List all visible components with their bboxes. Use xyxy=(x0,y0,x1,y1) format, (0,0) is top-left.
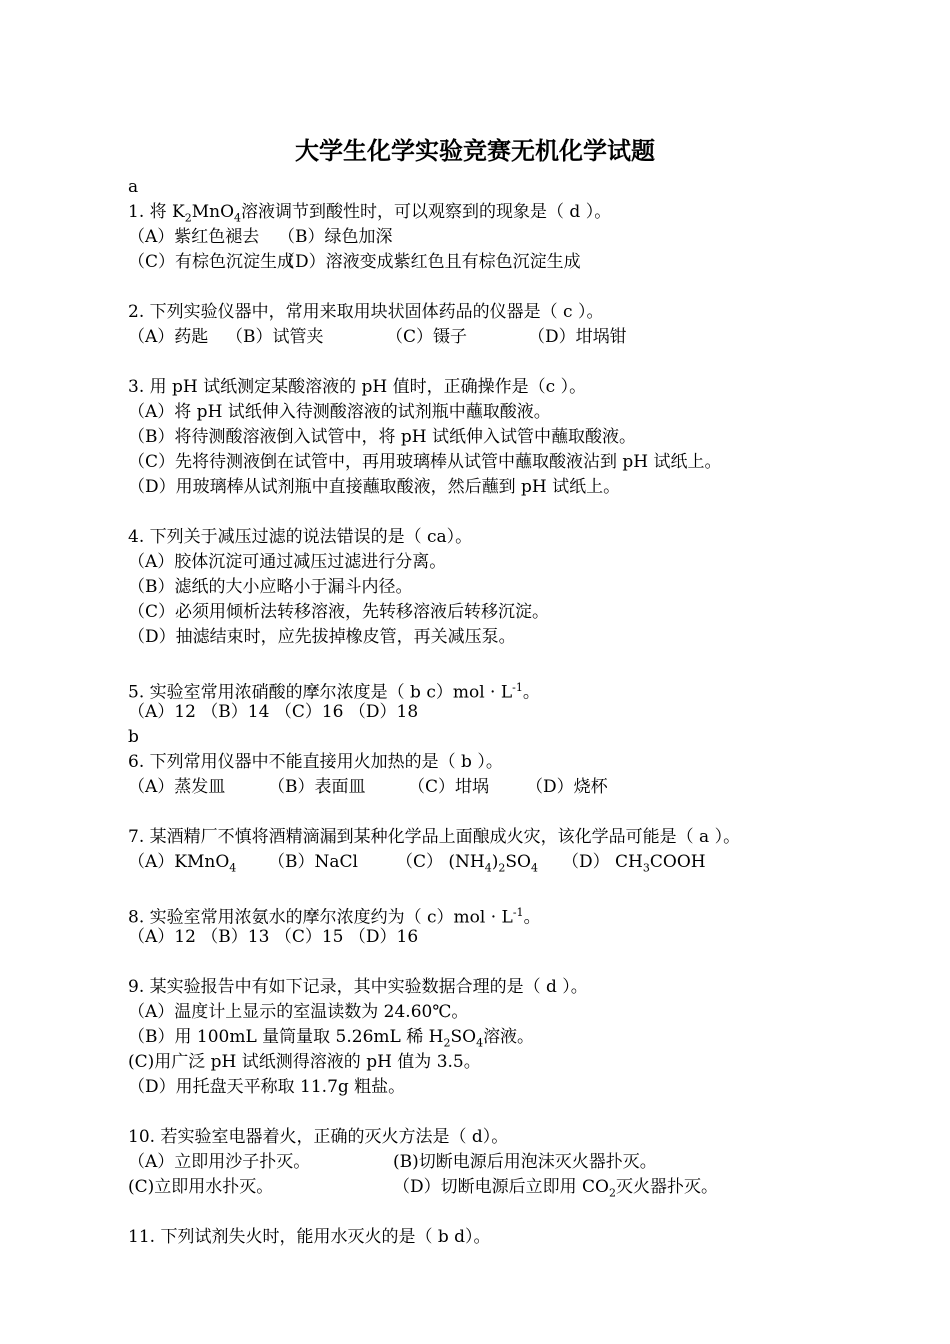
q10-option-c: (C)立即用水扑灭。 xyxy=(128,1177,274,1197)
question-7: 7. 某酒精厂不慎将酒精滴漏到某种化学品上面酿成火灾，该化学品可能是（ a ）。 xyxy=(128,827,741,847)
question-2: 2. 下列实验仪器中，常用来取用块状固体药品的仪器是（ c ）。 xyxy=(128,302,604,322)
q10-option-d: （D）切断电源后立即用 $CO_2$灭火器扑灭。 xyxy=(393,1177,718,1200)
q7-option-a: （A）KMnO$_4$ xyxy=(128,852,237,875)
question-6: 6. 下列常用仪器中不能直接用火加热的是（ b ）。 xyxy=(128,752,503,772)
q2-option-d: （D）坩埚钳 xyxy=(528,327,627,347)
question-10-options-ab xyxy=(128,1150,928,1175)
q9-option-d: （D）用托盘天平称取 11.7g 粗盐。 xyxy=(128,1077,406,1097)
question-8: 8. 实验室常用浓氨水的摩尔浓度约为（ $c)mol \cdot L^{-1}$。 xyxy=(128,906,541,928)
q2-option-b: （B）试管夹 xyxy=(226,327,324,347)
q3-option-d: （D）用玻璃棒从试剂瓶中直接蘸取酸液，然后蘸到 pH 试纸上。 xyxy=(128,477,621,497)
q4-option-a: （A）胶体沉淀可通过减压过滤进行分离。 xyxy=(128,552,447,572)
q9-option-a: （A）温度计上显示的室温读数为 24.60℃。 xyxy=(128,1002,469,1022)
question-1: 1. 将 $K_2MnO_4$溶液调节到酸性时，可以观察到的现象是（ d ）。 xyxy=(128,202,612,225)
question-5: 5. 实验室常用浓硝酸的摩尔浓度是（ b $c)mol \cdot L^{-1}$。 xyxy=(128,681,540,703)
question-1-options-ab xyxy=(128,225,928,250)
question-11: 11. 下列试剂失火时，能用水灭火的是（ b d）。 xyxy=(128,1227,491,1247)
q4-option-d: （D）抽滤结束时，应先拔掉橡皮管，再关减压泵。 xyxy=(128,627,516,647)
question-5-options: （A）12 （B）14 （C）16 （D）18 xyxy=(128,702,419,722)
q4-option-c: （C）必须用倾析法转移溶液，先转移溶液后转移沉淀。 xyxy=(128,602,550,622)
q2-option-c: （C）镊子 xyxy=(386,327,468,347)
document-body xyxy=(128,175,928,1250)
q6-option-b: （B）表面皿 xyxy=(268,777,366,797)
q1-option-a: （A）紫红色褪去 xyxy=(128,227,260,247)
q7-option-d: （D） $CH_3COOH$ xyxy=(562,852,706,875)
document-title: 大学生化学实验竞赛无机化学试题 xyxy=(295,136,655,165)
q9-option-b: （B）用 100mL 量筒量取 5.26mL 稀 $H_2SO_4$溶液。 xyxy=(128,1027,535,1050)
q1-option-d: （D）溶液变成紫红色且有棕色沉淀生成 xyxy=(278,252,581,272)
q3-option-c: （C）先将待测液倒在试管中，再用玻璃棒从试管中蘸取酸液沾到 pH 试纸上。 xyxy=(128,452,722,472)
question-7-options xyxy=(128,850,928,875)
q1-option-c: （C）有棕色沉淀生成 xyxy=(128,252,295,272)
q4-option-b: （B）滤纸的大小应略小于漏斗内径。 xyxy=(128,577,413,597)
q7-option-b: （B）NaCl xyxy=(268,852,358,872)
q10-option-a: （A）立即用沙子扑灭。 xyxy=(128,1152,311,1172)
question-6-options xyxy=(128,775,928,800)
question-8-options: （A）12 （B）13 （C）15 （D）16 xyxy=(128,927,419,947)
question-4: 4. 下列关于减压过滤的说法错误的是（ ca）。 xyxy=(128,527,473,547)
question-10-options-cd xyxy=(128,1175,928,1200)
q9-option-c: (C)用广泛 pH 试纸测得溶液的 pH 值为 3.5。 xyxy=(128,1052,481,1072)
question-1-options-cd xyxy=(128,250,928,275)
q1-option-b: （B）绿色加深 xyxy=(278,227,393,247)
q6-option-a: （A）蒸发皿 xyxy=(128,777,226,797)
question-10: 10. 若实验室电器着火，正确的灭火方法是（ d）。 xyxy=(128,1127,509,1147)
section-mark-b: b xyxy=(128,727,139,747)
q6-option-d: （D）烧杯 xyxy=(526,777,608,797)
question-9: 9. 某实验报告中有如下记录，其中实验数据合理的是（ d ）。 xyxy=(128,977,588,997)
q2-option-a: （A）药匙 xyxy=(128,327,209,347)
q3-option-b: （B）将待测酸溶液倒入试管中，将 pH 试纸伸入试管中蘸取酸液。 xyxy=(128,427,637,447)
q3-option-a: （A）将 pH 试纸伸入待测酸溶液的试剂瓶中蘸取酸液。 xyxy=(128,402,551,422)
q6-option-c: （C）坩埚 xyxy=(408,777,490,797)
section-mark-a: a xyxy=(128,177,139,197)
question-2-options xyxy=(128,325,928,350)
q7-option-c: （C） $(NH_4)_2SO_4$ xyxy=(396,852,538,875)
question-3: 3. 用 pH 试纸测定某酸溶液的 pH 值时，正确操作是（c ）。 xyxy=(128,377,587,397)
q10-option-b: (B)切断电源后用泡沫灭火器扑灭。 xyxy=(393,1152,657,1172)
